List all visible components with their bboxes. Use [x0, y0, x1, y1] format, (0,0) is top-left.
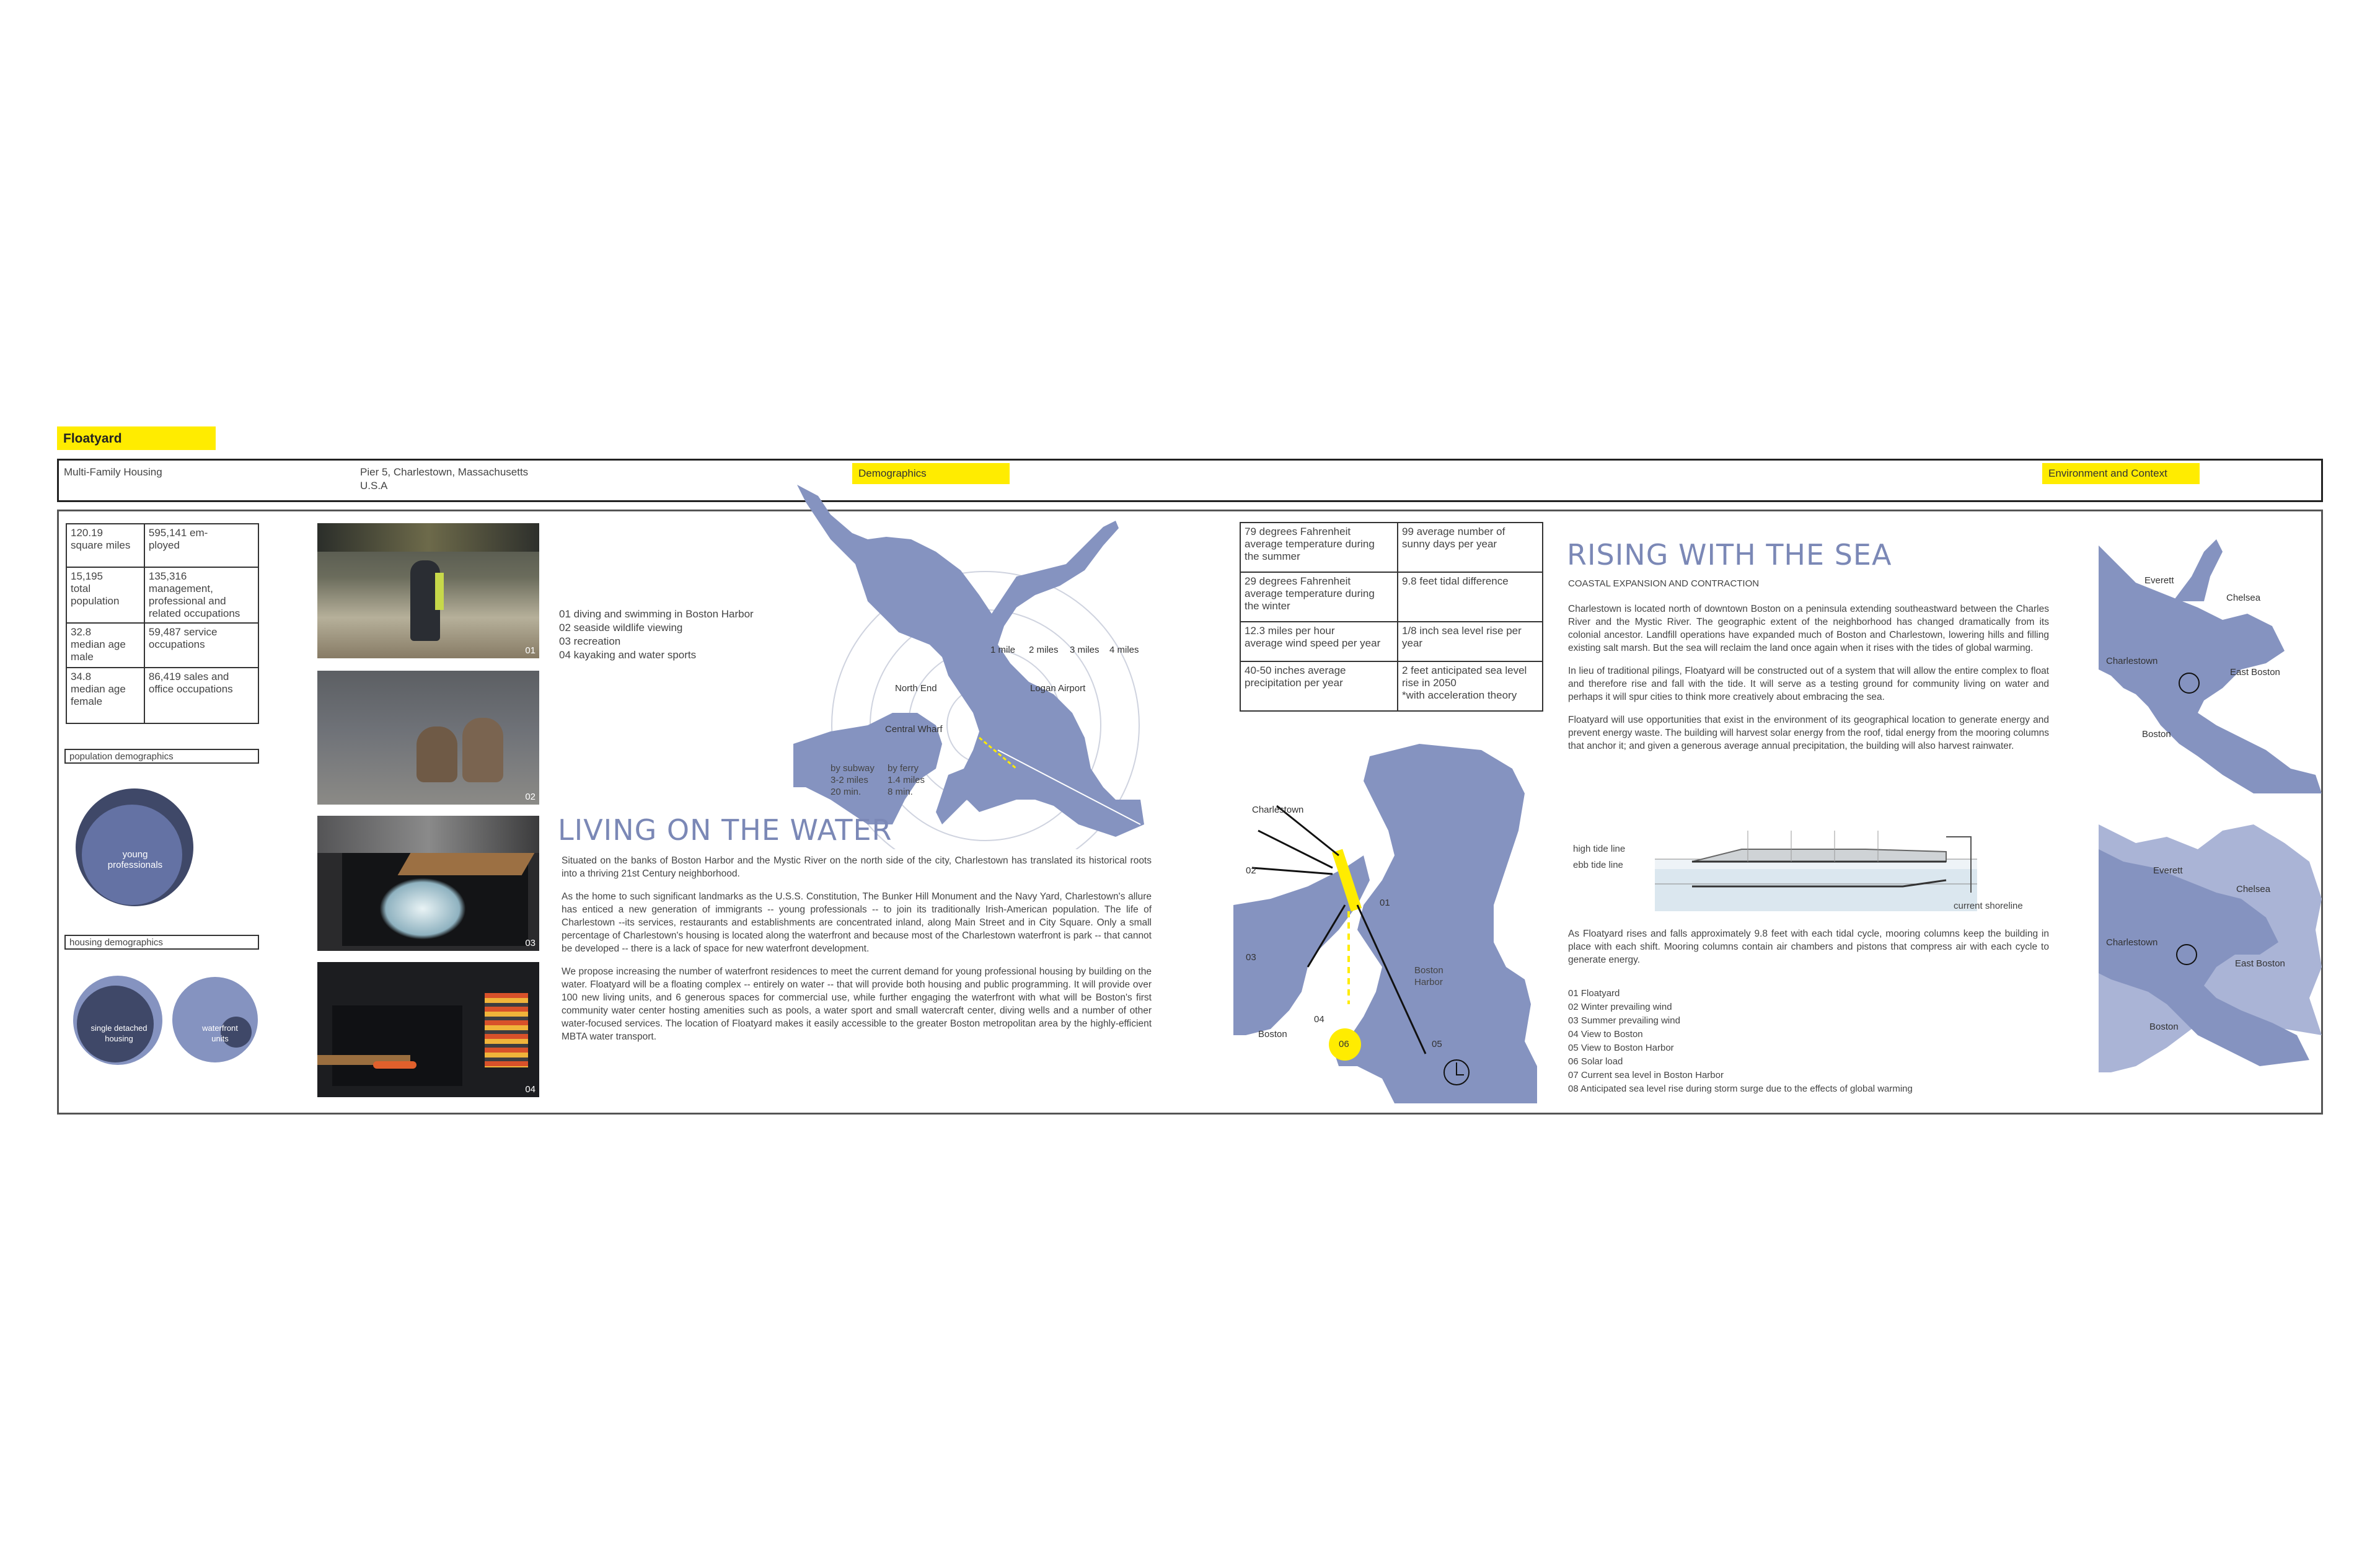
- site-boston-label: Boston: [1258, 1029, 1287, 1040]
- young-professionals-label: young professionals: [107, 849, 163, 870]
- stats-cell: 120.19 square miles: [66, 524, 144, 567]
- ring-label-1: 1 mile: [990, 645, 1016, 655]
- activity-item: 01 diving and swimming in Boston Harbor: [559, 608, 754, 620]
- location-line1: Pier 5, Charlestown, Massachusetts: [360, 466, 529, 478]
- ebb-tide-label: ebb tide line: [1573, 860, 1623, 870]
- east-boston-label: East Boston: [2235, 958, 2285, 969]
- rising-legend: [1568, 987, 1913, 1096]
- boston-label: Boston: [2142, 729, 2171, 740]
- stats-cell: 34.8 median age female: [66, 668, 144, 723]
- photo-kayaking: [317, 962, 539, 1097]
- climate-row: [1240, 661, 1543, 711]
- stats-cell: 135,316 management, professional and related occupations: [144, 567, 258, 623]
- stats-row: [66, 524, 258, 567]
- rising-paragraph: Charlestown is located north of downtown Boston on a peninsula extending southeastward between the Charles River and the Mystic River. The geographic extent of the neighborhood has changed dramatically from its colonial ancestor. Landfill operations have expanded much of Boston and Charlestown, lowering hills and filling existing salt marsh. But the sea will reclaim the land once again when it rises with the tides of global warming.: [1568, 604, 2049, 653]
- ring-label-3: 3 miles: [1070, 645, 1100, 655]
- stats-row: [66, 623, 258, 668]
- region-water-north: [2173, 539, 2223, 601]
- environment-label: Environment and Context: [2048, 467, 2167, 479]
- photo-otters: [317, 671, 539, 805]
- population-demographics-label-box: [64, 749, 259, 764]
- climate-cell: 99 average number of sunny days per year: [1398, 523, 1543, 572]
- rising-text: [1568, 603, 2049, 762]
- rising-paragraph: Floatyard will use opportunities that exist in the environment of its geographical location to generate energy and prevent energy waste. The building will harvest solar energy from the roof, tidal energy from the mooring columns that anchor it; and given a generous average annual precipitation, the building will also harvest rainwater.: [1568, 715, 2049, 751]
- central-wharf-label: Central Wharf: [885, 724, 943, 735]
- project-title-tag: [57, 426, 216, 450]
- site-marker-06: 06: [1339, 1039, 1349, 1049]
- legend-item: 08 Anticipated sea level rise during storm surge due to the effects of global warming: [1568, 1084, 1913, 1094]
- boston-land: [1333, 744, 1537, 1103]
- legend-item: 06 Solar load: [1568, 1056, 1623, 1067]
- living-text: [562, 854, 1152, 1053]
- tidal-section-diagram: [1655, 824, 1977, 911]
- ring-label-4: 4 miles: [1109, 645, 1139, 655]
- charlestown-label: Charlestown: [2106, 937, 2158, 948]
- everett-label: Everett: [2144, 575, 2174, 586]
- living-paragraph: Situated on the banks of Boston Harbor and the Mystic River on the north side of the city, Charlestown has translated its historical roots into a thriving 21st Century neighborhood.: [562, 855, 1152, 879]
- logan-airport-label: Logan Airport: [1030, 683, 1086, 694]
- east-boston-label: East Boston: [2230, 667, 2280, 678]
- housing-demographics-label-box: [64, 935, 259, 950]
- legend-item: 03 Summer prevailing wind: [1568, 1015, 1680, 1026]
- living-paragraph: As the home to such significant landmarks as the U.S.S. Constitution, The Bunker Hill Monument and the Navy Yard, Charlestown's allure has enticed a new generation of immigrants -- young professionals -- to join its traditionally Irish-American population. The life of Charlestown --its services, restaurants and establishments are concentrated inland, along Main Street and in City Square. Only a small percentage of Charlestown's housing is located along the waterfront and because most of the Charlestown waterfront is park -- that cannot be developed -- there is a lack of space for new waterfront development.: [562, 891, 1152, 954]
- stats-cell: 59,487 service occupations: [144, 623, 258, 668]
- climate-cell: 2 feet anticipated sea level rise in 2050 *with acceleration theory: [1398, 661, 1543, 711]
- photo-number: 04: [525, 1084, 536, 1095]
- legend-item: 01 Floatyard: [1568, 988, 1620, 999]
- population-demographics-label: population demographics: [69, 751, 174, 762]
- climate-row: [1240, 572, 1543, 622]
- environment-tag: [2042, 463, 2200, 484]
- climate-table: [1240, 522, 1543, 712]
- stats-cell: 595,141 em- ployed: [144, 524, 258, 567]
- stats-row: [66, 668, 258, 723]
- single-detached-label: single detached housing: [90, 1023, 148, 1043]
- site-map: [1233, 744, 1537, 1103]
- site-marker-04: 04: [1314, 1014, 1324, 1025]
- site-marker-03: 03: [1246, 952, 1256, 963]
- building-type: Multi-Family Housing: [64, 466, 162, 478]
- boston-label: Boston: [2149, 1022, 2179, 1032]
- living-title: LIVING ON THE WATER: [558, 813, 892, 847]
- site-marker-05: 05: [1432, 1039, 1442, 1049]
- site-marker-01: 01: [1380, 898, 1390, 908]
- photo-pool-dive: [317, 816, 539, 951]
- ferry-transit-label: by ferry 1.4 miles 8 min.: [888, 763, 925, 797]
- photo-number: 03: [525, 938, 536, 948]
- site-marker-02: 02: [1246, 865, 1256, 876]
- climate-row: [1240, 622, 1543, 661]
- climate-cell: 29 degrees Fahrenheit average temperature during the winter: [1240, 572, 1398, 622]
- everett-label: Everett: [2153, 865, 2183, 876]
- climate-cell: 12.3 miles per hour average wind speed per year: [1240, 622, 1398, 661]
- rising-paragraph-4: As Floatyard rises and falls approximately 9.8 feet with each tidal cycle, mooring columns keep the building in place with each shift. Mooring columns contain air chambers and pistons that compress air with each cycle to generate energy.: [1568, 929, 2049, 965]
- header-bar: [57, 459, 2323, 502]
- activity-item: 03 recreation: [559, 635, 621, 647]
- location-line2: U.S.A: [360, 480, 388, 492]
- stats-cell: 32.8 median age male: [66, 623, 144, 668]
- chelsea-label: Chelsea: [2226, 593, 2261, 603]
- demographics-label: Demographics: [858, 467, 927, 479]
- stats-row: [66, 567, 258, 623]
- climate-cell: 1/8 inch sea level rise per year: [1398, 622, 1543, 661]
- activities-list: [559, 607, 754, 662]
- waterfront-units-label: waterfront units: [202, 1023, 238, 1043]
- rising-subtitle: COASTAL EXPANSION AND CONTRACTION: [1568, 578, 1760, 589]
- climate-cell: 79 degrees Fahrenheit average temperature during the summer: [1240, 523, 1398, 572]
- activity-item: 04 kayaking and water sports: [559, 649, 697, 661]
- charlestown-label: Charlestown: [2106, 656, 2158, 666]
- region-map-current: [2099, 539, 2322, 793]
- region-water: [2099, 545, 2322, 793]
- ring-label-2: 2 miles: [1029, 645, 1059, 655]
- legend-item: 07 Current sea level in Boston Harbor: [1568, 1070, 1724, 1080]
- high-tide-label: high tide line: [1573, 844, 1626, 854]
- site-charlestown-label: Charlestown: [1252, 805, 1304, 815]
- activity-item: 02 seaside wildlife viewing: [559, 622, 683, 634]
- north-end-label: North End: [895, 683, 937, 694]
- chelsea-label: Chelsea: [2236, 884, 2271, 894]
- photo-number: 01: [525, 645, 536, 656]
- climate-row: [1240, 523, 1543, 572]
- site-harbor-label: Boston Harbor: [1414, 965, 1443, 987]
- legend-item: 04 View to Boston: [1568, 1029, 1643, 1040]
- climate-cell: 40-50 inches average precipitation per year: [1240, 661, 1398, 711]
- legend-item: 02 Winter prevailing wind: [1568, 1002, 1672, 1012]
- photo-diving: [317, 523, 539, 658]
- stats-cell: 86,419 sales and office occupations: [144, 668, 258, 723]
- housing-demographics-label: housing demographics: [69, 937, 163, 948]
- rising-title: RISING WITH THE SEA: [1567, 538, 1892, 572]
- legend-item: 05 View to Boston Harbor: [1568, 1043, 1674, 1053]
- photo-number: 02: [525, 792, 536, 802]
- rising-paragraph: In lieu of traditional pilings, Floatyard will be constructed out of a system that will allow the entire complex to float and therefore rise and fall with the tide. It will serve as a testing ground for community living on water and perhaps it will spur cities to think more creatively about embracing the sea.: [1568, 666, 2049, 702]
- subway-transit-label: by subway 3-2 miles 20 min.: [831, 763, 875, 797]
- stats-table: [66, 523, 259, 724]
- current-shoreline-label: current shoreline: [1954, 901, 2023, 911]
- project-title: Floatyard: [63, 431, 122, 446]
- stats-cell: 15,195 total population: [66, 567, 144, 623]
- climate-cell: 9.8 feet tidal difference: [1398, 572, 1543, 622]
- living-paragraph: We propose increasing the number of waterfront residences to meet the current demand for young professional housing by building on the water. Floatyard will be a floating complex -- entirely on water -- that will provide both housing and public programming. It will provide over 100 new living units, and 6 generous spaces for commercial use, while further engaging the waterfront with what will be Boston's first community water center hosting amenities such as pools, a water sport and small watercraft center, diving wells and a number of other water-focused services. The location of Floatyard makes it easily accessible to the greater Boston metropolitan area by the highly-efficient MBTA water transport.: [562, 966, 1152, 1042]
- region-map-sea-rise: [2099, 824, 2322, 1072]
